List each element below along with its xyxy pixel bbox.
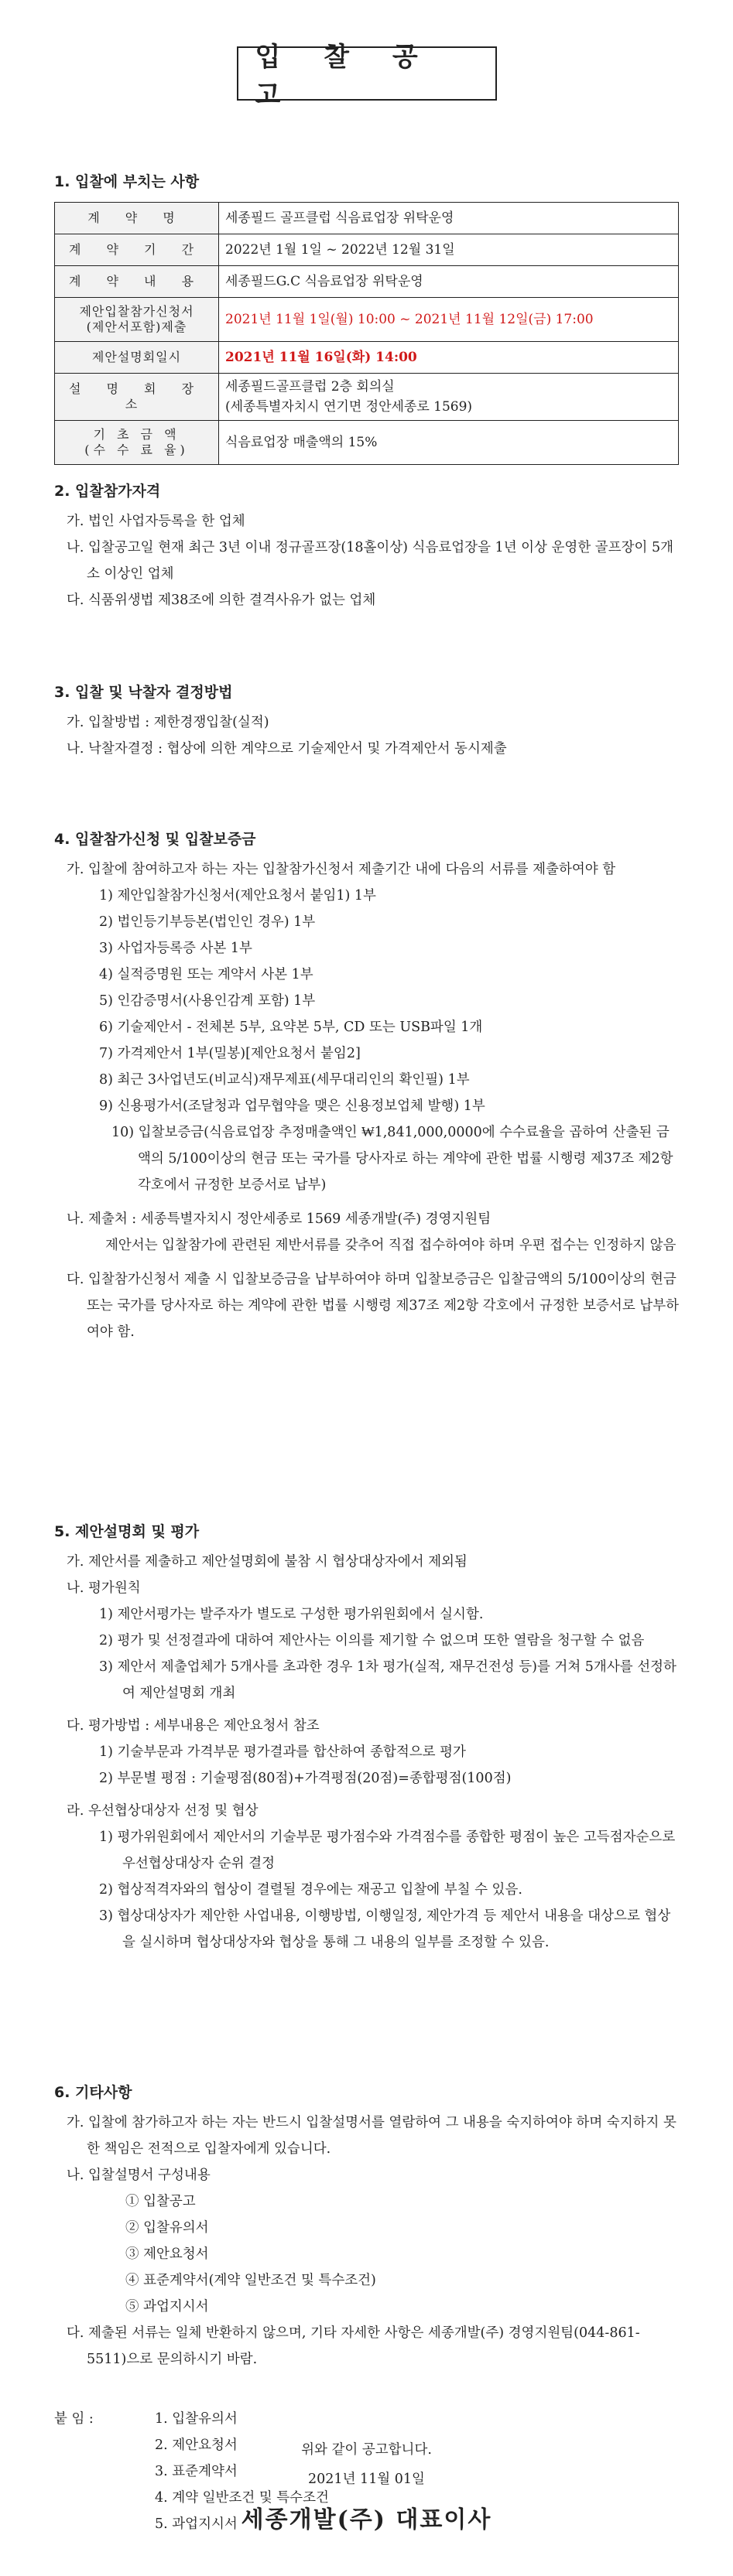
list-item: 가. 입찰방법 : 제한경쟁입찰(실적) <box>67 715 269 730</box>
bid-info-table <box>54 202 679 465</box>
row-value: 2021년 11월 16일(화) 14:00 <box>219 342 679 374</box>
document-item: 5) 인감증명서(사용인감계 포함) 1부 <box>99 993 316 1009</box>
document-item: 9) 신용평가서(조달청과 업무협약을 맺은 신용정보업체 발행) 1부 <box>99 1098 485 1114</box>
signature: 세종개발(주) 대표이사 <box>241 2506 492 2533</box>
notice-title: 입 찰 공 고 <box>237 46 497 101</box>
closing-block <box>0 2437 733 2534</box>
row-value: 세종필드 골프클럽 식음료업장 위탁운영 <box>219 203 679 234</box>
list-item: 다. 식품위생법 제38조에 의한 결격사유가 없는 업체 <box>67 593 376 608</box>
section-bid-items <box>54 170 679 465</box>
sub-item: 1) 제안서평가는 발주자가 별도로 구성한 평가위원회에서 실시함. <box>99 1607 484 1622</box>
table-row <box>55 342 679 374</box>
row-label: 제안입찰참가신청서 (제안서포함)제출 <box>55 298 219 342</box>
row-label: 계 약 내 용 <box>55 266 219 298</box>
table-row <box>55 203 679 234</box>
sub-item: 1) 기술부문과 가격부문 평가결과를 합산하여 종합적으로 평가 <box>99 1744 466 1760</box>
section-heading: 4. 입찰참가신청 및 입찰보증금 <box>54 831 256 848</box>
sub-item: 3) 제안서 제출업체가 5개사를 초과한 경우 1차 평가(실적, 재무건전성 등)를 거쳐 5개사를 선정하여 제안설명회 개최 <box>99 1659 676 1701</box>
section-evaluation <box>54 1520 679 1956</box>
list-item: 나. 입찰설명서 구성내용 <box>67 2168 211 2183</box>
attachment-item: 3. 표준계약서 <box>155 2464 238 2479</box>
sub-item: ⑤ 과업지시서 <box>125 2299 209 2315</box>
list-item: 가. 제안서를 제출하고 제안설명회에 불참 시 협상대상자에서 제외됨 <box>67 1554 468 1570</box>
list-item: 나. 낙찰자결정 : 협상에 의한 계약으로 기술제안서 및 가격제안서 동시제출 <box>67 741 507 757</box>
table-row <box>55 421 679 465</box>
sub-item: ④ 표준계약서(계약 일반조건 및 특수조건) <box>125 2273 376 2288</box>
notice-date: 2021년 11월 01일 <box>308 2472 425 2487</box>
table-row <box>55 234 679 266</box>
list-item: 가. 입찰에 참가하고자 하는 자는 반드시 입찰설명서를 열람하여 그 내용을 숙지하여야 하며 숙지하지 못한 책임은 전적으로 입찰자에게 있습니다. <box>67 2115 676 2157</box>
list-item: 라. 우선협상대상자 선정 및 협상 <box>67 1803 259 1819</box>
row-value: 2021년 11월 1일(월) 10:00 ~ 2021년 11월 12일(금) 17:00 <box>219 298 679 342</box>
section-heading: 6. 기타사항 <box>54 2084 132 2101</box>
sub-item: 2) 평가 및 선정결과에 대하여 제안사는 이의를 제기할 수 없으며 또한 열람을 청구할 수 없음 <box>99 1633 645 1648</box>
table-row <box>55 298 679 342</box>
document-item: 4) 실적증명원 또는 계약서 사본 1부 <box>99 967 313 982</box>
attachment-item: 2. 제안요청서 <box>155 2438 238 2453</box>
attachment-item: 5. 과업지시서 <box>155 2516 238 2532</box>
list-item: 가. 입찰에 참여하고자 하는 자는 입찰참가신청서 제출기간 내에 다음의 서류를 제출하여야 함 <box>67 862 616 877</box>
document-item: 6) 기술제안서 - 전체본 5부, 요약본 5부, CD 또는 USB파일 1개 <box>99 1020 483 1035</box>
document-item: 3) 사업자등록증 사본 1부 <box>99 941 252 956</box>
closing-text: 위와 같이 공고합니다. <box>301 2442 432 2458</box>
section-misc <box>54 2081 679 2373</box>
sub-item: 2) 협상적격자와의 협상이 결렬될 경우에는 재공고 입찰에 부칠 수 있음. <box>99 1882 522 1898</box>
list-item: 다. 입찰참가신청서 제출 시 입찰보증금을 납부하여야 하며 입찰보증금은 입찰금액의 5/100이상의 현금 또는 국가를 당사자로 하는 계약에 관한 법률 시행령 제37조 제2항 각호에서 규정한 보증서로 납부하여야 함. <box>67 1272 680 1340</box>
row-value: 2022년 1월 1일 ~ 2022년 12월 31일 <box>219 234 679 266</box>
table-row <box>55 374 679 421</box>
section-eligibility <box>54 480 679 613</box>
sub-item: 2) 부문별 평점 : 기술평점(80점)+가격평점(20점)=종합평점(100점) <box>99 1771 512 1786</box>
list-item-continued: 제안서는 입찰참가에 관련된 제반서류를 갖추어 직접 접수하여야 하며 우편 접수는 인정하지 않음 <box>105 1238 676 1253</box>
list-item: 나. 입찰공고일 현재 최근 3년 이내 정규골프장(18홀이상) 식음료업장을 1년 이상 운영한 골프장이 5개소 이상인 업체 <box>67 540 674 582</box>
attachments-label: 붙 임 : <box>54 2411 94 2427</box>
row-label: 계 약 명 <box>55 203 219 234</box>
attachment-item: 4. 계약 일반조건 및 특수조건 <box>155 2490 329 2506</box>
row-label: 설 명 회 장 소 <box>55 374 219 421</box>
document-item: 7) 가격제안서 1부(밀봉)[제안요청서 붙임2] <box>99 1046 361 1061</box>
attachment-item: 1. 입찰유의서 <box>155 2411 238 2427</box>
row-label: 계 약 기 간 <box>55 234 219 266</box>
list-item: 가. 법인 사업자등록을 한 업체 <box>67 514 245 529</box>
document-item: 8) 최근 3사업년도(비교식)재무제표(세무대리인의 확인필) 1부 <box>99 1072 470 1088</box>
document-item: 1) 제안입찰참가신청서(제안요청서 붙임1) 1부 <box>99 888 376 904</box>
row-value: 세종필드G.C 식음료업장 위탁운영 <box>219 266 679 298</box>
section-heading: 3. 입찰 및 낙찰자 결정방법 <box>54 684 233 701</box>
list-item: 나. 제출처 : 세종특별자치시 정안세종로 1569 세종개발(주) 경영지원팀 <box>67 1211 492 1227</box>
section-heading: 1. 입찰에 부치는 사항 <box>54 173 200 190</box>
list-item: 나. 평가원칙 <box>67 1580 141 1596</box>
section-heading: 2. 입찰참가자격 <box>54 483 161 500</box>
sub-item: 1) 평가위원회에서 제안서의 기술부문 평가점수와 가격점수를 종합한 평점이 높은 고득점자순으로 우선협상대상자 순위 결정 <box>99 1830 676 1871</box>
row-value: 세종필드골프클럽 2층 회의실 (세종특별자치시 연기면 정안세종로 1569) <box>219 374 679 421</box>
sub-item: ② 입찰유의서 <box>125 2220 209 2236</box>
row-label: 기 초 금 액 (수 수 료 율) <box>55 421 219 465</box>
sub-item: 3) 협상대상자가 제안한 사업내용, 이행방법, 이행일정, 제안가격 등 제안서 내용을 대상으로 협상을 실시하며 협상대상자와 협상을 통해 그 내용의 일부를 조정할 수 있음. <box>99 1908 671 1950</box>
sub-item: ③ 제안요청서 <box>125 2246 209 2262</box>
list-item: 다. 제출된 서류는 일체 반환하지 않으며, 기타 자세한 사항은 세종개발(주) 경영지원팀(044-861-5511)으로 문의하시기 바람. <box>67 2325 640 2367</box>
list-item: 다. 평가방법 : 세부내용은 제안요청서 참조 <box>67 1718 320 1734</box>
row-value: 식음료업장 매출액의 15% <box>219 421 679 465</box>
section-award-method <box>54 681 679 762</box>
section-heading: 5. 제안설명회 및 평가 <box>54 1523 200 1540</box>
sub-item: ① 입찰공고 <box>125 2194 196 2209</box>
section-application <box>54 828 679 1345</box>
document-item: 2) 법인등기부등본(법인인 경우) 1부 <box>99 914 316 930</box>
table-row <box>55 266 679 298</box>
row-label: 제안설명회일시 <box>55 342 219 374</box>
document-item: 10) 입찰보증금(식음료업장 추정매출액인 ₩1,841,000,0000에 수수료율을 곱하여 산출된 금액의 5/100이상의 현금 또는 국가를 당사자로 하는 계약에 관한 법률 시행령 제37조 제2항 각호에서 규정한 보증서로 납부) <box>111 1125 673 1193</box>
